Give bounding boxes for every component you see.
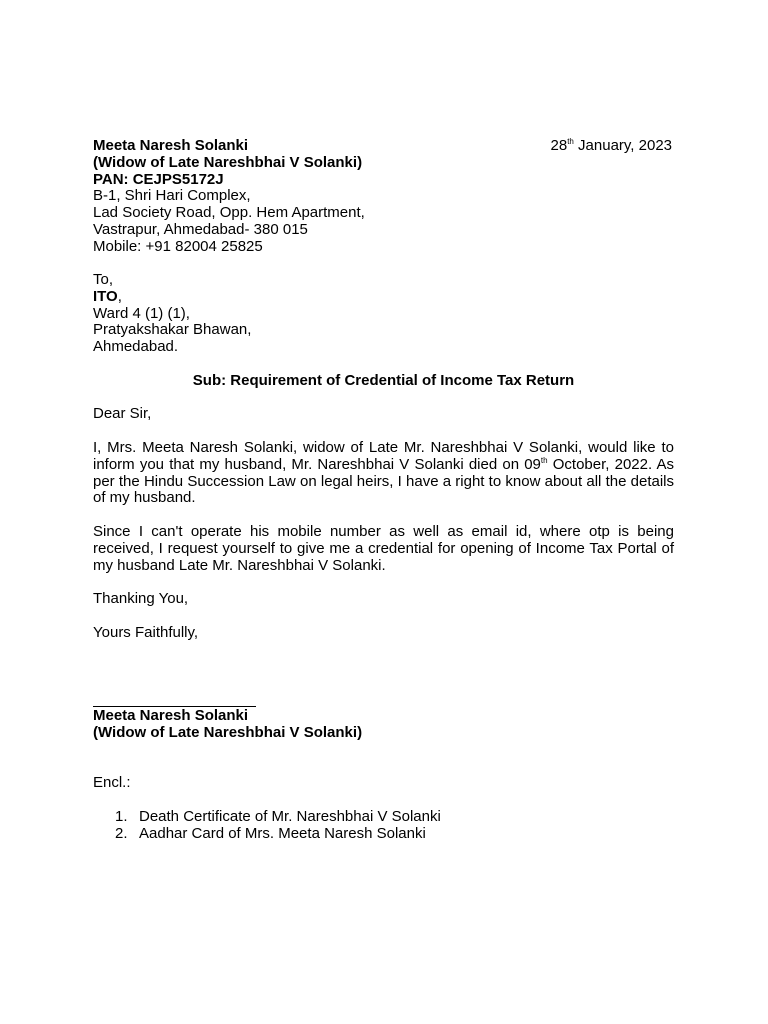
enclosure-number: 1. <box>115 808 128 825</box>
signature-name: Meeta Naresh Solanki <box>93 707 249 724</box>
enclosure-item <box>93 809 441 826</box>
letter-date <box>551 138 672 155</box>
sender-pan: PAN: CEJPS5172J <box>93 170 224 188</box>
body-paragraph-1 <box>93 440 674 507</box>
recipient-office-suffix: , <box>117 287 122 305</box>
closing-line: Yours Faithfully, <box>93 624 199 641</box>
date-rest: January, 2023 <box>573 137 672 154</box>
sender-address-line: B-1, Shri Hari Complex, <box>93 187 251 205</box>
paragraph1-text-after: October, 2022. As per the Hindu Succession Law on legal heirs, I have a right to know about all the details of my husband. <box>93 455 674 507</box>
signature-block <box>93 708 362 742</box>
enclosure-text: Aadhar Card of Mrs. Meeta Naresh Solanki <box>139 825 426 842</box>
enclosure-number: 2. <box>115 825 128 842</box>
salutation: Dear Sir, <box>93 405 152 422</box>
paragraph1-sup: th <box>540 455 548 465</box>
letter-subject: Sub: Requirement of Credential of Income Tax Return <box>192 372 575 389</box>
recipient-office: ITO <box>93 287 118 305</box>
recipient-block <box>93 272 251 356</box>
body-paragraph-2: Since I can't operate his mobile number as well as email id, where otp is being received, I request yourself to give me a credential for opening of Income Tax Portal of my husband Late Mr. Nareshbhai V Solanki. <box>93 523 674 574</box>
signature-relation: (Widow of Late Nareshbhai V Solanki) <box>93 723 363 741</box>
sender-name: Meeta Naresh Solanki <box>93 137 249 154</box>
paragraph1-text-before: I, Mrs. Meeta Naresh Solanki, widow of Late Mr. Nareshbhai V Solanki, would like to inform you that my husband, Mr. Nareshbhai V Solanki died on 09 <box>93 439 674 473</box>
recipient-address-line: Ahmedabad. <box>93 338 179 356</box>
sender-relation: (Widow of Late Nareshbhai V Solanki) <box>93 153 363 171</box>
date-suffix: th <box>567 137 574 146</box>
thanks-line: Thanking You, <box>93 590 189 607</box>
recipient-address-line: Ward 4 (1) (1), <box>93 304 190 322</box>
date-day: 28 <box>550 137 568 154</box>
recipient-to: To, <box>93 271 114 288</box>
sender-mobile: Mobile: +91 82004 25825 <box>93 237 263 255</box>
sender-address-line: Lad Society Road, Opp. Hem Apartment, <box>93 204 365 222</box>
enclosure-text: Death Certificate of Mr. Nareshbhai V Solanki <box>139 808 441 825</box>
recipient-office-line <box>93 289 251 306</box>
sender-block <box>93 138 365 256</box>
enclosures-label: Encl.: <box>93 774 131 791</box>
sender-address-line: Vastrapur, Ahmedabad- 380 015 <box>93 220 308 238</box>
recipient-address-line: Pratyakshakar Bhawan, <box>93 321 252 339</box>
enclosure-item <box>93 826 426 843</box>
